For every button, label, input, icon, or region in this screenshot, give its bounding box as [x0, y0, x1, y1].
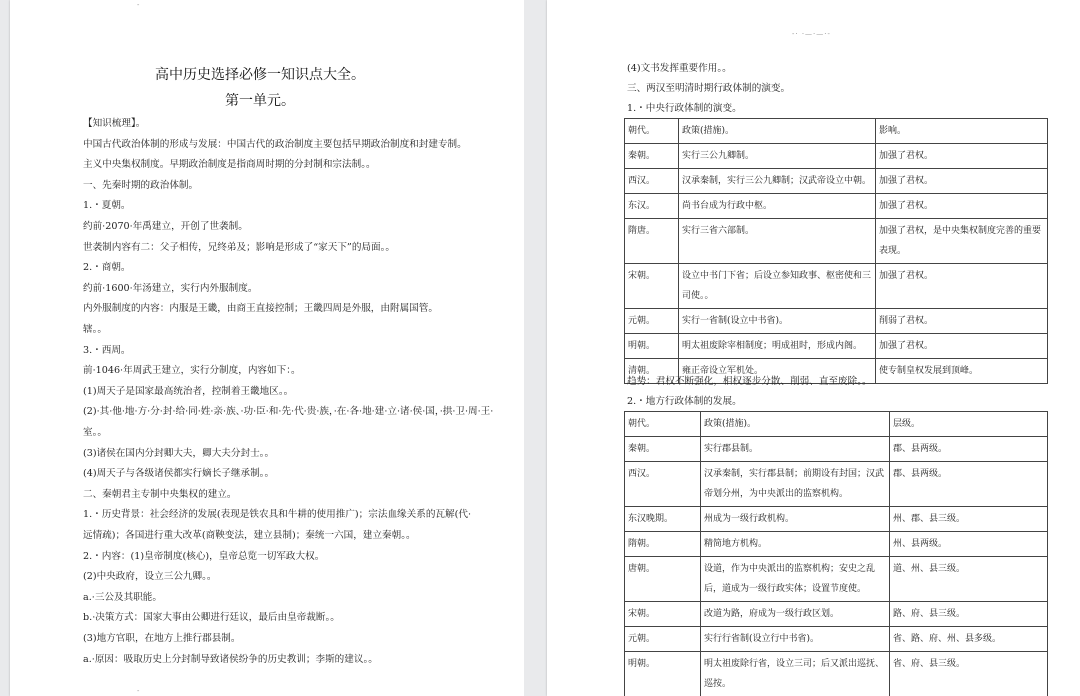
text-line: 辖。。: [83, 324, 107, 335]
table-cell: 汉承秦制，实行三公九卿制；汉武帝设立中朝。: [679, 169, 876, 194]
page-gap: [524, 0, 547, 696]
text-line: 2.・内容：(1)皇帝制度(核心)，皇帝总览一切军政大权。: [83, 550, 325, 562]
table-cell: 隋朝。: [625, 532, 701, 557]
table-cell: 郡、县两级。: [890, 462, 1048, 507]
text-line: 1.・中央行政体制的演变。: [627, 103, 742, 114]
table-cell: 东汉晚期。: [625, 507, 701, 532]
table-row: [625, 334, 1048, 359]
table-cell: 宋朝。: [625, 602, 701, 627]
table-row: [625, 264, 1048, 309]
table-cell: 实行郡县制。: [701, 437, 890, 462]
document-title: 高中历史选择必修一知识点大全。: [155, 67, 365, 83]
header-cell: 朝代。: [625, 412, 701, 437]
table-cell: 明朝。: [625, 652, 701, 696]
table-row: [625, 309, 1048, 334]
text-line: 一、先秦时期的政治体制。: [83, 179, 199, 191]
table-cell: 西汉。: [625, 169, 679, 194]
corner-mark: -: [137, 687, 140, 695]
table-cell: 秦朝。: [625, 144, 679, 169]
text-line: 3.・西周。: [83, 344, 131, 356]
header-cell: 层级。: [890, 412, 1048, 437]
table-cell: 秦朝。: [625, 437, 701, 462]
table-cell: 加强了君权。: [876, 334, 1048, 359]
table-cell: 精简地方机构。: [701, 532, 890, 557]
table-cell: 明太祖废除行省，设立三司；后又派出巡抚、巡按。: [701, 652, 890, 696]
text-line: 室。。: [83, 427, 107, 438]
table-cell: 设道，作为中央派出的监察机构；安史之乱后，道成为一级行政实体；设置节度使。: [701, 557, 890, 602]
unit-title: 第一单元。: [225, 93, 295, 109]
text-line: 远情疏)；各国进行重大改革(商鞅变法，建立县制)；秦统一六国，建立秦朝。。: [83, 530, 416, 541]
table-cell: 雍正帝设立军机处。: [679, 359, 876, 384]
table-row: [625, 507, 1048, 532]
text-line: a.·原因：吸取历史上分封制导致诸侯纷争的历史教训；李斯的建议。。: [83, 653, 378, 665]
page-header: -· ·—·—·-: [792, 30, 831, 38]
table-cell: 使专制皇权发展到顶峰。: [876, 359, 1048, 384]
table-cell: 西汉。: [625, 462, 701, 507]
table-header-row: [625, 119, 1048, 144]
table-header-row: [625, 412, 1048, 437]
table-cell: 元朝。: [625, 309, 679, 334]
text-line: 内外服制度的内容：内服是王畿，由商王直接控制；王畿四周是外服，由附属国管。: [83, 303, 438, 315]
text-line: (4)周天子与各级诸侯都实行嫡长子继承制。。: [83, 468, 275, 480]
table-cell: 省、府、县三级。: [890, 652, 1048, 696]
text-line: (2)·其·他·地·方·分·封·给·同·姓·亲·族、·功·臣·和·先·代·贵·族，·在·各·地·建·立·诸·侯·国，·拱·卫·周·王·: [83, 406, 494, 418]
table-cell: 实行行省制(设立行中书省)。: [701, 627, 890, 652]
text-line: (2)中央政府，设立三公九卿。。: [83, 571, 217, 583]
text-line: 2.・商朝。: [83, 262, 131, 274]
text-line: 【知识梳理】。: [83, 118, 146, 129]
table-cell: 实行一省制(设立中书省)。: [679, 309, 876, 334]
document-page-left: [10, 0, 524, 696]
text-line: 世袭制内容有二：父子相传，兄终弟及；影响是形成了“家天下”的局面。。: [83, 241, 396, 253]
table-cell: 改道为路，府成为一级行政区划。: [701, 602, 890, 627]
table-cell: 汉承秦制，实行郡县制；前期设有封国；汉武帝划分州，为中央派出的监察机构。: [701, 462, 890, 507]
text-line: 1.・夏朝。: [83, 200, 131, 212]
text-line: 二、秦朝君主专制中央集权的建立。: [83, 488, 237, 500]
central-admin-table: [624, 118, 1048, 384]
table-cell: 郡、县两级。: [890, 437, 1048, 462]
table-row: [625, 219, 1048, 264]
local-heading: 2.・地方行政体制的发展。: [627, 396, 742, 407]
table-row: [625, 557, 1048, 602]
text-line: b.·决策方式：国家大事由公卿进行廷议，最后由皇帝裁断。。: [83, 612, 340, 624]
table-cell: 道、州、县三级。: [890, 557, 1048, 602]
table-cell: 加强了君权。: [876, 264, 1048, 309]
trend-text: 趋势：君权不断强化，相权逐步分散、削弱、直至废除。。: [627, 376, 872, 387]
table-row: [625, 602, 1048, 627]
table-cell: 设立中书门下省；后设立参知政事、枢密使和三司使。。: [679, 264, 876, 309]
table-row: [625, 194, 1048, 219]
table-row: [625, 652, 1048, 696]
document-page-right: [547, 0, 1080, 696]
table-row: [625, 169, 1048, 194]
table-row: [625, 627, 1048, 652]
table-cell: 宋朝。: [625, 264, 679, 309]
header-cell: 政策(措施)。: [701, 412, 890, 437]
table-row: [625, 532, 1048, 557]
table-cell: 州、县两级。: [890, 532, 1048, 557]
text-line: 前·1046·年周武王建立，实行分制度，内容如下：。: [83, 365, 301, 377]
table-cell: 隋唐。: [625, 219, 679, 264]
table-cell: 加强了君权，是中央集权制度完善的重要表现。: [876, 219, 1048, 264]
table-cell: 加强了君权。: [876, 194, 1048, 219]
table-cell: 实行三公九卿制。: [679, 144, 876, 169]
text-line: (3)诸侯在国内分封卿大夫，卿大夫分封士。。: [83, 447, 275, 459]
text-line: 中国古代政治体制的形成与发展：中国古代的政治制度主要包括早期政治制度和封建专制。: [83, 138, 467, 150]
table-cell: 唐朝。: [625, 557, 701, 602]
header-cell: 影响。: [876, 119, 1048, 144]
text-line: 主义中央集权制度。早期政治制度是指商周时期的分封制和宗法制。。: [83, 159, 376, 171]
table-cell: 尚书台成为行政中枢。: [679, 194, 876, 219]
table-cell: 州成为一级行政机构。: [701, 507, 890, 532]
local-admin-table: [624, 411, 1048, 696]
table-cell: 元朝。: [625, 627, 701, 652]
header-cell: 政策(措施)。: [679, 119, 876, 144]
text-line: (4)文书发挥重要作用。。: [627, 63, 732, 74]
corner-mark: -: [137, 1, 140, 9]
table-cell: 削弱了君权。: [876, 309, 1048, 334]
table-cell: 东汉。: [625, 194, 679, 219]
table-cell: 明朝。: [625, 334, 679, 359]
text-line: 约前·2070·年禹建立，开创了世袭制。: [83, 221, 248, 232]
text-line: 1.・历史背景：社会经济的发展(表现是铁农具和牛耕的使用推广)；宗法血缘关系的瓦解(代·: [83, 509, 471, 521]
table-row: [625, 437, 1048, 462]
text-line: (3)地方官职，在地方上推行郡县制。: [83, 633, 241, 644]
table-cell: 州、郡、县三级。: [890, 507, 1048, 532]
header-cell: 朝代。: [625, 119, 679, 144]
table-cell: 加强了君权。: [876, 169, 1048, 194]
table-cell: 明太祖废除宰相制度；明成祖时，形成内阁。: [679, 334, 876, 359]
table-cell: 清朝。: [625, 359, 679, 384]
table-cell: 路、府、县三级。: [890, 602, 1048, 627]
text-line: 约前·1600·年汤建立，实行内外服制度。: [83, 282, 258, 294]
table-row: [625, 462, 1048, 507]
table-cell: 实行三省六部制。: [679, 219, 876, 264]
text-line: (1)周天子是国家最高统治者，控制着王畿地区。。: [83, 385, 294, 397]
text-line: 三、两汉至明清时期行政体制的演变。: [627, 83, 791, 94]
text-line: a.·三公及其职能。: [83, 591, 162, 603]
table-row: [625, 144, 1048, 169]
table-cell: 省、路、府、州、县多级。: [890, 627, 1048, 652]
table-cell: 加强了君权。: [876, 144, 1048, 169]
